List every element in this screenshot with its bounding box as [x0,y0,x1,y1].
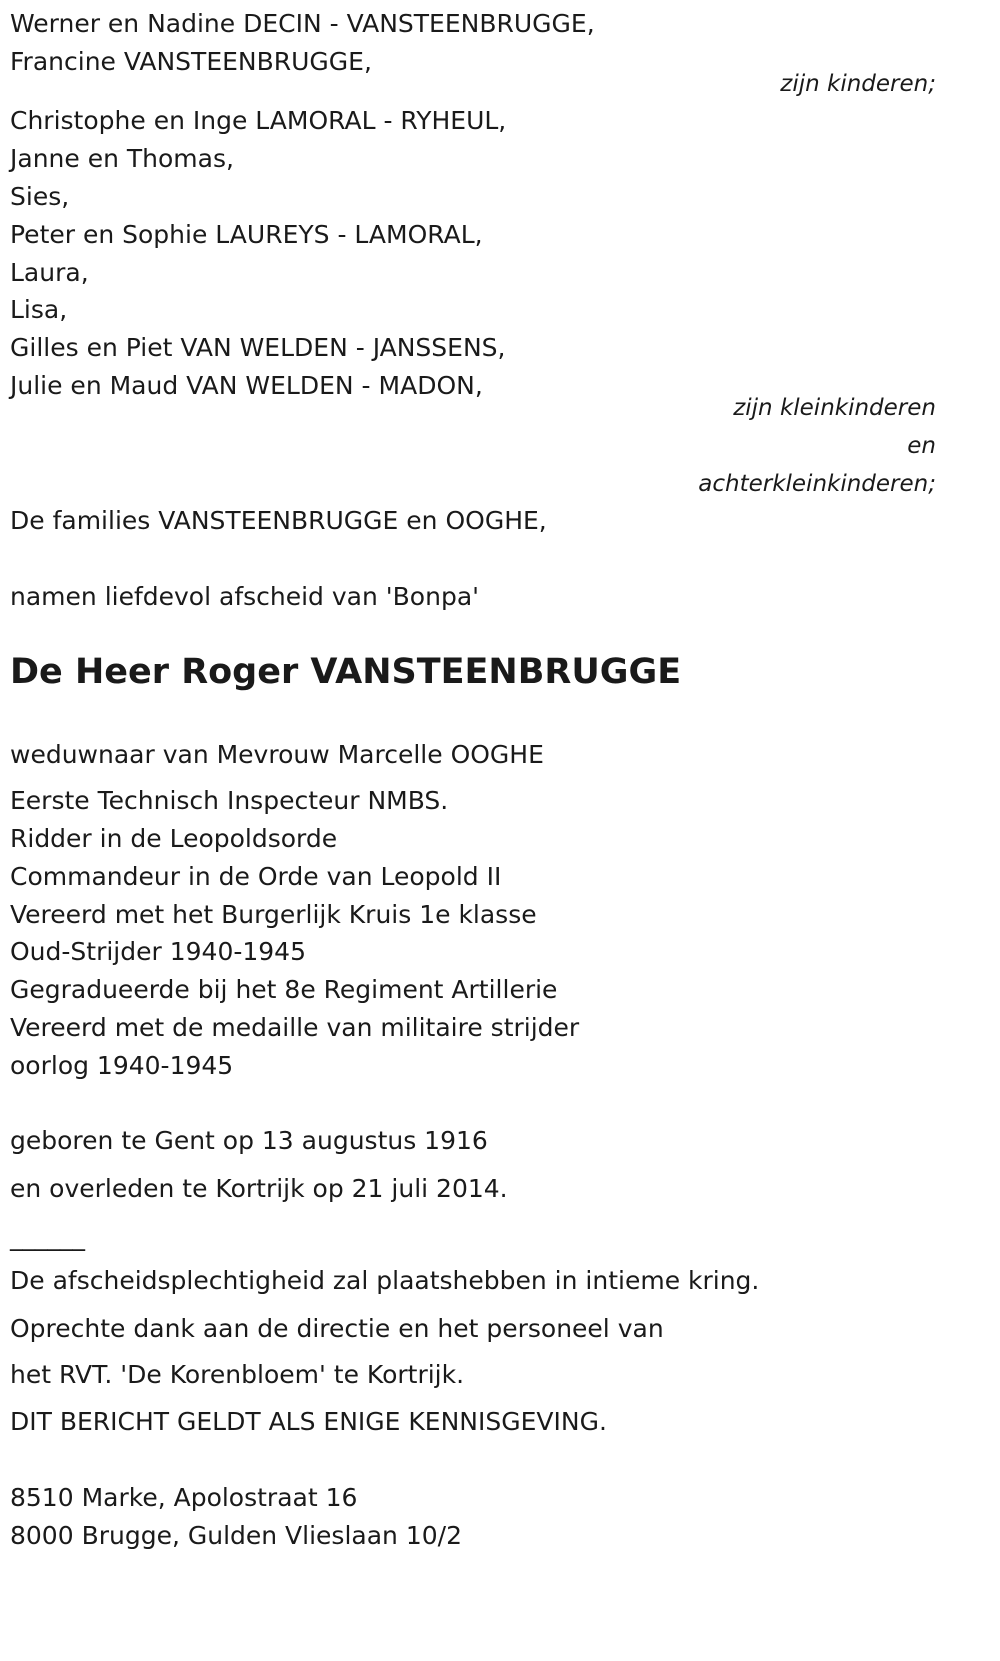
grandchildren-line: Christophe en Inge LAMORAL - RYHEUL, [10,106,507,135]
address-line: 8000 Brugge, Gulden Vlieslaan 10/2 [10,1521,462,1550]
honor-line: Eerste Technisch Inspecteur NMBS. [10,786,449,815]
grandchildren-line: Peter en Sophie LAUREYS - LAMORAL, [10,220,483,249]
death-line: en overleden te Kortrijk op 21 juli 2014. [10,1174,508,1203]
children-line: Francine VANSTEENBRUGGE, [10,47,372,76]
honor-line: Vereerd met de medaille van militaire strijder [10,1013,580,1042]
birth-line: geboren te Gent op 13 augustus 1916 [10,1126,488,1155]
honor-line: Ridder in de Leopoldsorde [10,824,338,853]
grandchildren-line: Lisa, [10,295,68,324]
honor-line: Commandeur in de Orde van Leopold II [10,862,502,891]
grandchildren-line: Julie en Maud VAN WELDEN - MADON, [10,371,483,400]
address-line: 8510 Marke, Apolostraat 16 [10,1483,358,1512]
grandchildren-line: Sies, [10,182,70,211]
grandchildren-line: Laura, [10,258,89,287]
grandchildren-role: zijn kleinkinderen [733,395,936,421]
honor-line: Oud-Strijder 1940-1945 [10,937,306,966]
farewell-line: namen liefdevol afscheid van 'Bonpa' [10,582,480,611]
children-role: zijn kinderen; [780,71,936,97]
notice-line: De afscheidsplechtigheid zal plaatshebben in intieme kring. [10,1266,760,1295]
families-line: De families VANSTEENBRUGGE en OOGHE, [10,506,547,535]
grandchildren-line: Janne en Thomas, [10,144,234,173]
widower-line: weduwnaar van Mevrouw Marcelle OOGHE [10,740,544,769]
honor-line: Gegradueerde bij het 8e Regiment Artillerie [10,975,558,1004]
grandchildren-line: Gilles en Piet VAN WELDEN - JANSSENS, [10,333,506,362]
children-line: Werner en Nadine DECIN - VANSTEENBRUGGE, [10,9,595,38]
separator: ______ [10,1222,85,1251]
grandchildren-role: achterkleinkinderen; [698,471,936,497]
deceased-name: De Heer Roger VANSTEENBRUGGE [10,652,682,692]
notice-line: het RVT. 'De Korenbloem' te Kortrijk. [10,1360,465,1389]
grandchildren-role: en [907,433,936,459]
honor-line: oorlog 1940-1945 [10,1051,234,1080]
notice-line: Oprechte dank aan de directie en het personeel van [10,1314,664,1343]
notice-line: DIT BERICHT GELDT ALS ENIGE KENNISGEVING. [10,1407,607,1436]
honor-line: Vereerd met het Burgerlijk Kruis 1e klasse [10,900,537,929]
